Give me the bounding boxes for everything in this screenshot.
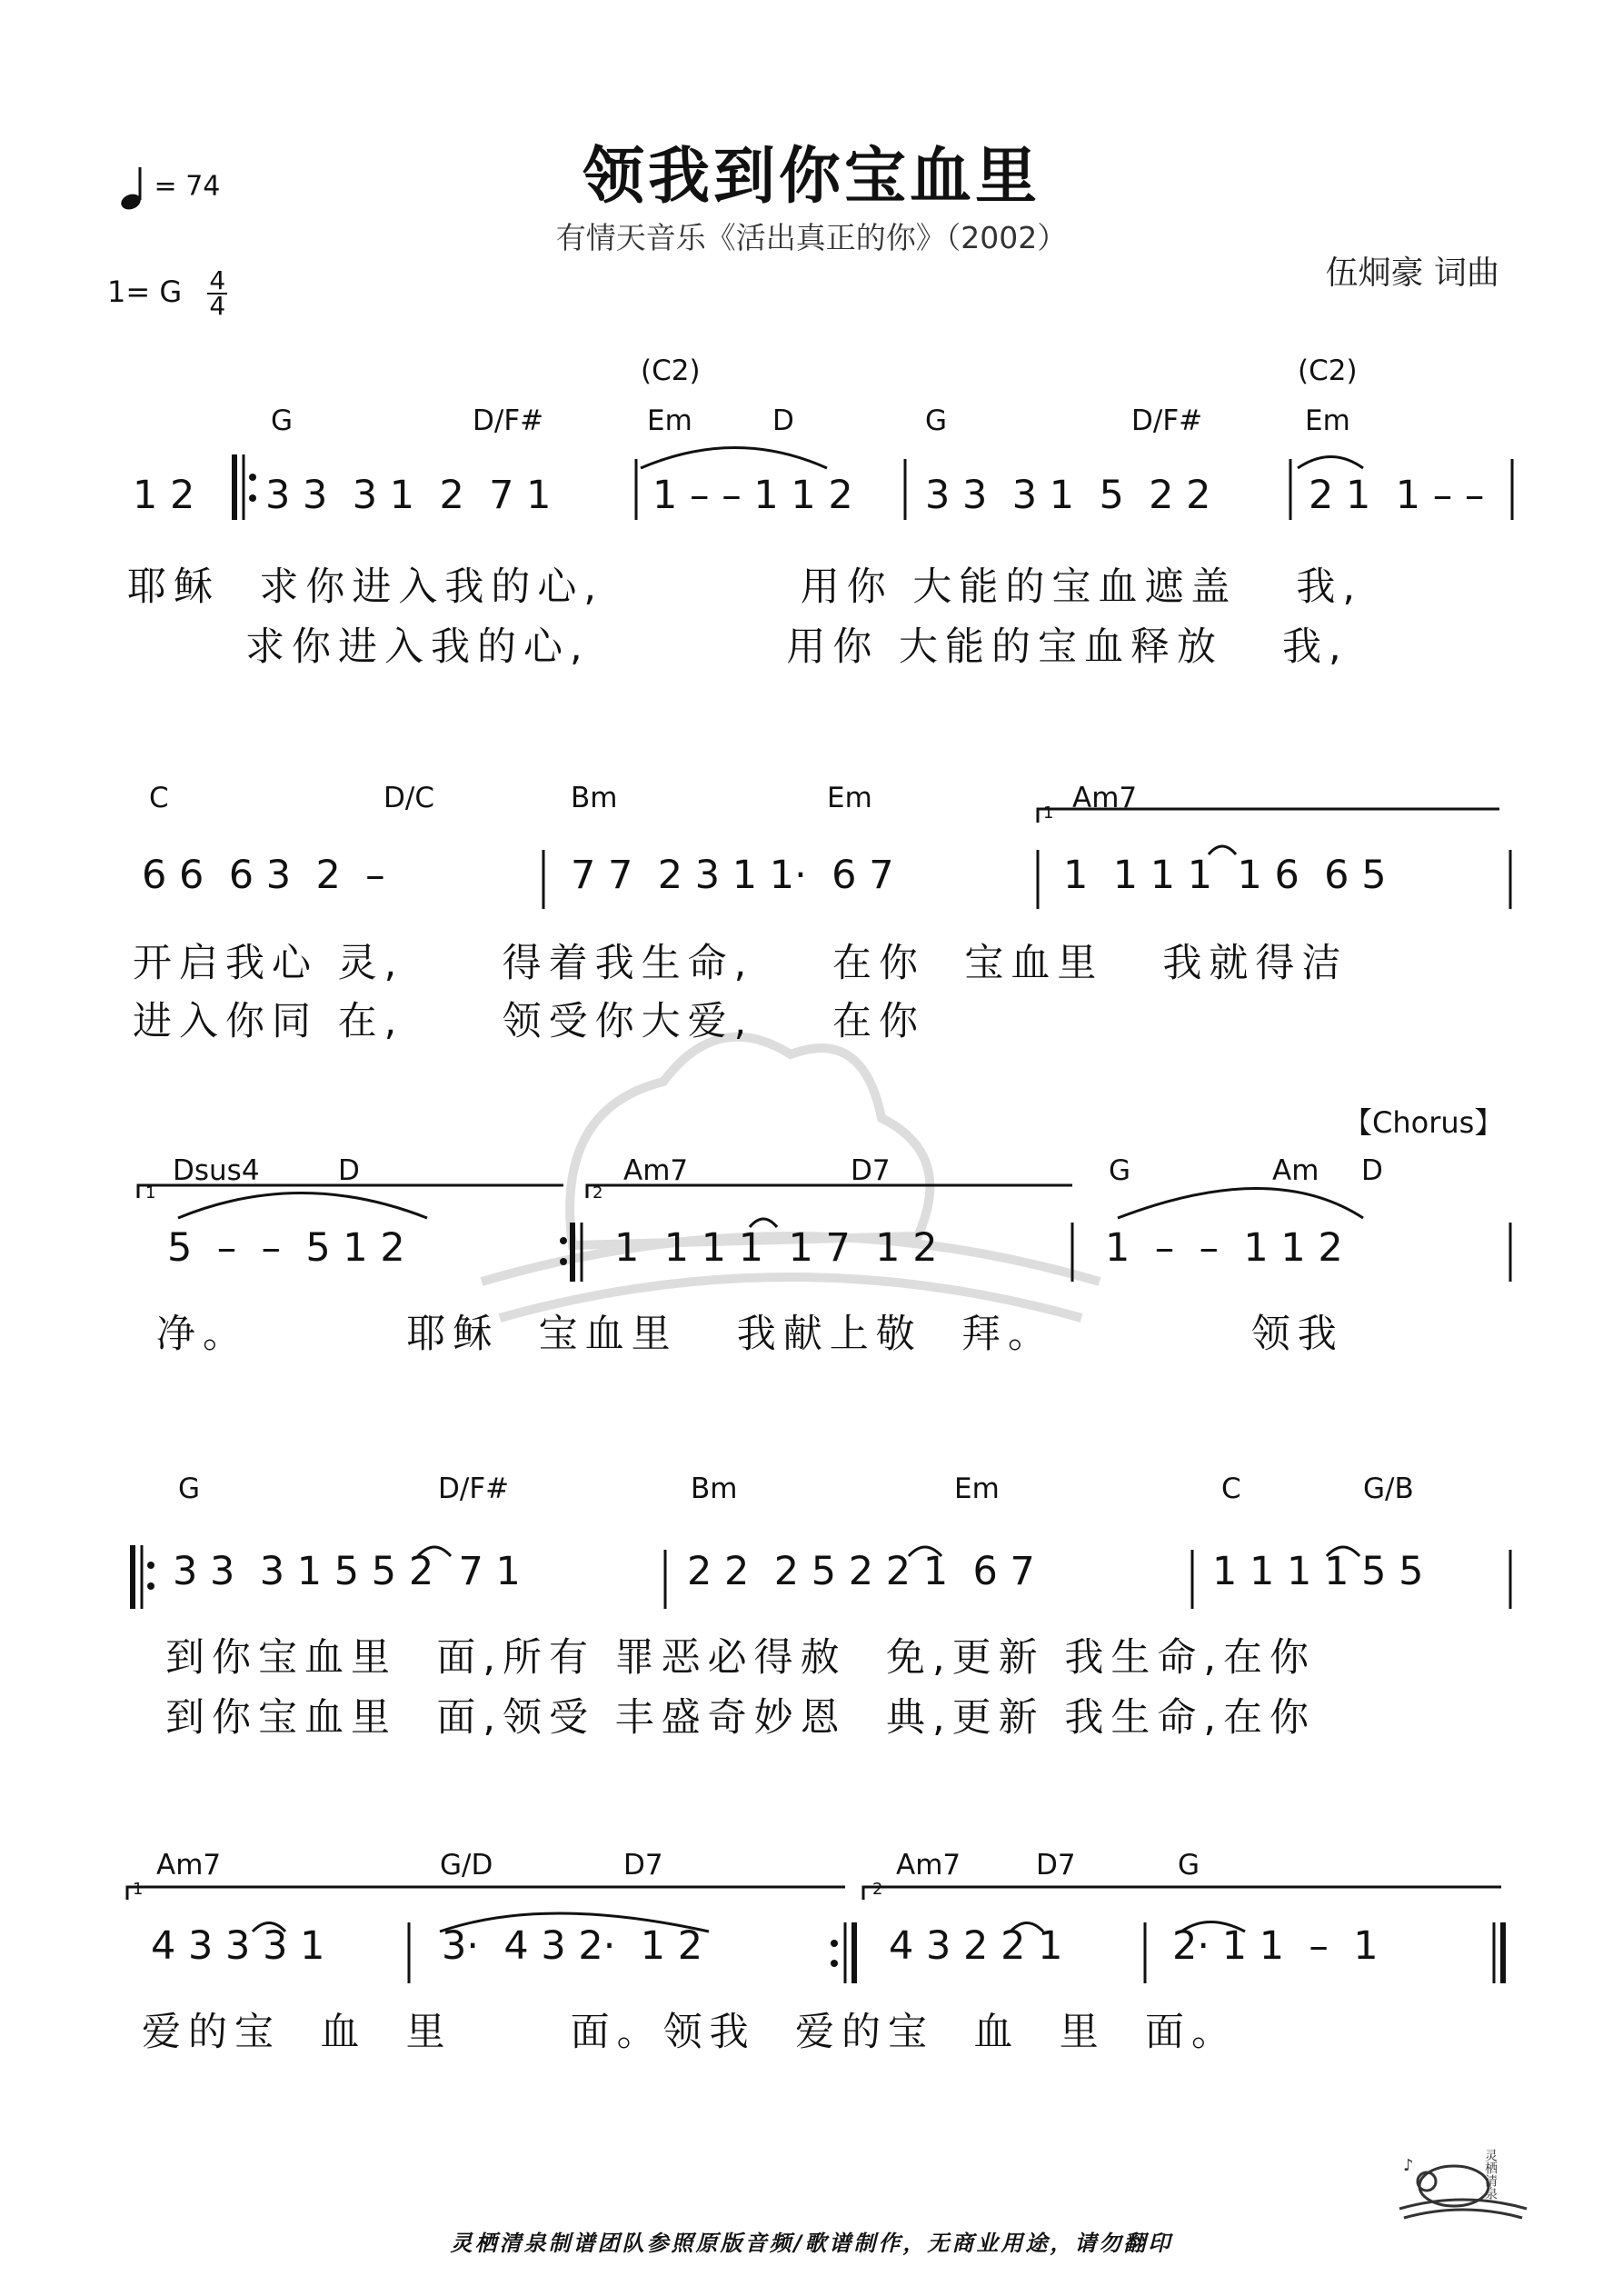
chorus-marker: 【Chorus】 bbox=[1343, 1105, 1504, 1140]
tempo-value: = 74 bbox=[154, 170, 221, 203]
chord-label: G bbox=[1109, 1154, 1131, 1187]
chord-label: D bbox=[772, 404, 794, 437]
chord-label: D7 bbox=[1036, 1849, 1076, 1882]
album-subtitle: 有情天音乐《活出真正的你》（2002） bbox=[555, 220, 1068, 255]
chord-label: G/D bbox=[440, 1849, 493, 1882]
measure-notes: 1 1 1 1 5 5 bbox=[1212, 1549, 1424, 1594]
measure-notes: 2· 1 1 – 1 bbox=[1172, 1923, 1379, 1969]
chord-label: Am7 bbox=[896, 1849, 961, 1882]
measure-notes: 1 1 1 1 1 7 1 2 bbox=[614, 1225, 938, 1271]
sheep-logo-icon bbox=[1390, 2145, 1536, 2227]
chord-label: D7 bbox=[623, 1849, 663, 1882]
chord-paren: (C2) bbox=[641, 354, 701, 387]
chord-label: G bbox=[925, 404, 948, 437]
chord-label: D bbox=[1361, 1154, 1383, 1187]
measure-notes: 2 2 2 5 2 2 1 6 7 bbox=[687, 1549, 1035, 1594]
key-label: 1= G bbox=[107, 275, 183, 309]
time-sig-bottom: 4 bbox=[209, 291, 226, 321]
chord-label: Em bbox=[1305, 404, 1350, 437]
svg-text:♪: ♪ bbox=[1403, 2156, 1414, 2175]
measure-notes: 7 7 2 3 1 1· 6 7 bbox=[571, 853, 894, 898]
measure-notes: 2 1 1 – – bbox=[1309, 473, 1485, 518]
chord-label: D bbox=[338, 1154, 360, 1187]
time-sig-top: 4 bbox=[209, 265, 226, 295]
chord-label: Em bbox=[647, 404, 692, 437]
chord-paren: (C2) bbox=[1298, 354, 1358, 387]
measure-notes: 3 3 3 1 2 7 1 bbox=[265, 473, 552, 518]
measure-notes: 1 – – 1 1 2 bbox=[1105, 1225, 1343, 1271]
measure-notes: 1 – – 1 1 2 bbox=[652, 473, 853, 518]
chord-label: D/F# bbox=[473, 404, 544, 437]
chord-label: Am7 bbox=[1072, 782, 1138, 814]
measure-notes: 1 1 1 1 1 6 6 5 bbox=[1063, 853, 1387, 898]
measure-notes: 4 3 2 2 1 bbox=[889, 1923, 1063, 1969]
song-title: 领我到你宝血里 bbox=[582, 141, 1041, 213]
ending-number: 1 bbox=[133, 1880, 144, 1899]
lyric-line-1: 爱的宝 血 里 面。领我 爱的宝 血 里 面。 bbox=[142, 2010, 1239, 2055]
chord-label: D/C bbox=[383, 782, 434, 814]
chord-label: G bbox=[1178, 1849, 1200, 1882]
measure-notes: 6 6 6 3 2 – bbox=[142, 853, 385, 898]
lyric-line-2: 求你进入我的心, 用你 大能的宝血释放 我, bbox=[127, 624, 1349, 670]
chord-label: Am7 bbox=[156, 1849, 222, 1882]
chord-label: D/F# bbox=[1131, 404, 1203, 437]
lyric-line-1: 到你宝血里 面,所有 罪恶必得赦 免,更新 我生命,在你 bbox=[165, 1635, 1317, 1681]
chord-label: G bbox=[271, 404, 294, 437]
pickup-notes: 1 2 bbox=[133, 473, 195, 518]
chord-label: Em bbox=[827, 782, 872, 814]
measure-notes: 3· 4 3 2· 1 2 bbox=[442, 1923, 703, 1969]
ending-number: 1 bbox=[145, 1183, 156, 1203]
chord-label: Bm bbox=[571, 782, 618, 814]
ending-number: 2 bbox=[592, 1183, 603, 1203]
measure-notes: 5 – – 5 1 2 bbox=[167, 1225, 405, 1271]
measure-notes: 4 3 3 3 1 bbox=[151, 1923, 325, 1969]
chord-label: G bbox=[178, 1472, 201, 1505]
chord-label: C bbox=[1221, 1472, 1241, 1505]
chord-label: C bbox=[149, 782, 169, 814]
chord-label: Dsus4 bbox=[173, 1154, 260, 1187]
chord-label: D7 bbox=[851, 1154, 891, 1187]
chord-label: Em bbox=[954, 1472, 1000, 1505]
lyric-line-2: 进入你同 在, 领受你大爱, 在你 bbox=[133, 999, 926, 1044]
ending-number: 1 bbox=[1043, 804, 1054, 823]
author-credit: 伍炯豪 词曲 bbox=[1325, 255, 1499, 292]
chord-label: Bm bbox=[691, 1472, 738, 1505]
chord-label: Am7 bbox=[623, 1154, 689, 1187]
logo-text: 灵栖清泉 bbox=[1483, 2149, 1498, 2200]
chord-label: Am bbox=[1272, 1154, 1319, 1187]
measure-notes: 3 3 3 1 5 5 2 7 1 bbox=[173, 1549, 521, 1594]
chord-label: G/B bbox=[1363, 1472, 1414, 1505]
footer-note: 灵栖清泉制谱团队参照原版音频/歌谱制作，无商业用途，请勿翻印 bbox=[450, 2231, 1173, 2256]
ending-number: 2 bbox=[872, 1880, 883, 1899]
lyric-line-1: 耶稣 求你进入我的心, 用你 大能的宝血遮盖 我, bbox=[127, 564, 1363, 610]
measure-notes: 3 3 3 1 5 2 2 bbox=[925, 473, 1211, 518]
chord-label: D/F# bbox=[438, 1472, 510, 1505]
lyric-line-1: 净。 耶稣 宝血里 我献上敬 拜。 领我 bbox=[156, 1312, 1344, 1357]
lyric-line-2: 到你宝血里 面,领受 丰盛奇妙恩 典,更新 我生命,在你 bbox=[165, 1695, 1317, 1741]
lyric-line-1: 开启我心 灵, 得着我生命, 在你 宝血里 我就得洁 bbox=[133, 941, 1349, 986]
publisher-logo bbox=[1390, 2145, 1536, 2231]
